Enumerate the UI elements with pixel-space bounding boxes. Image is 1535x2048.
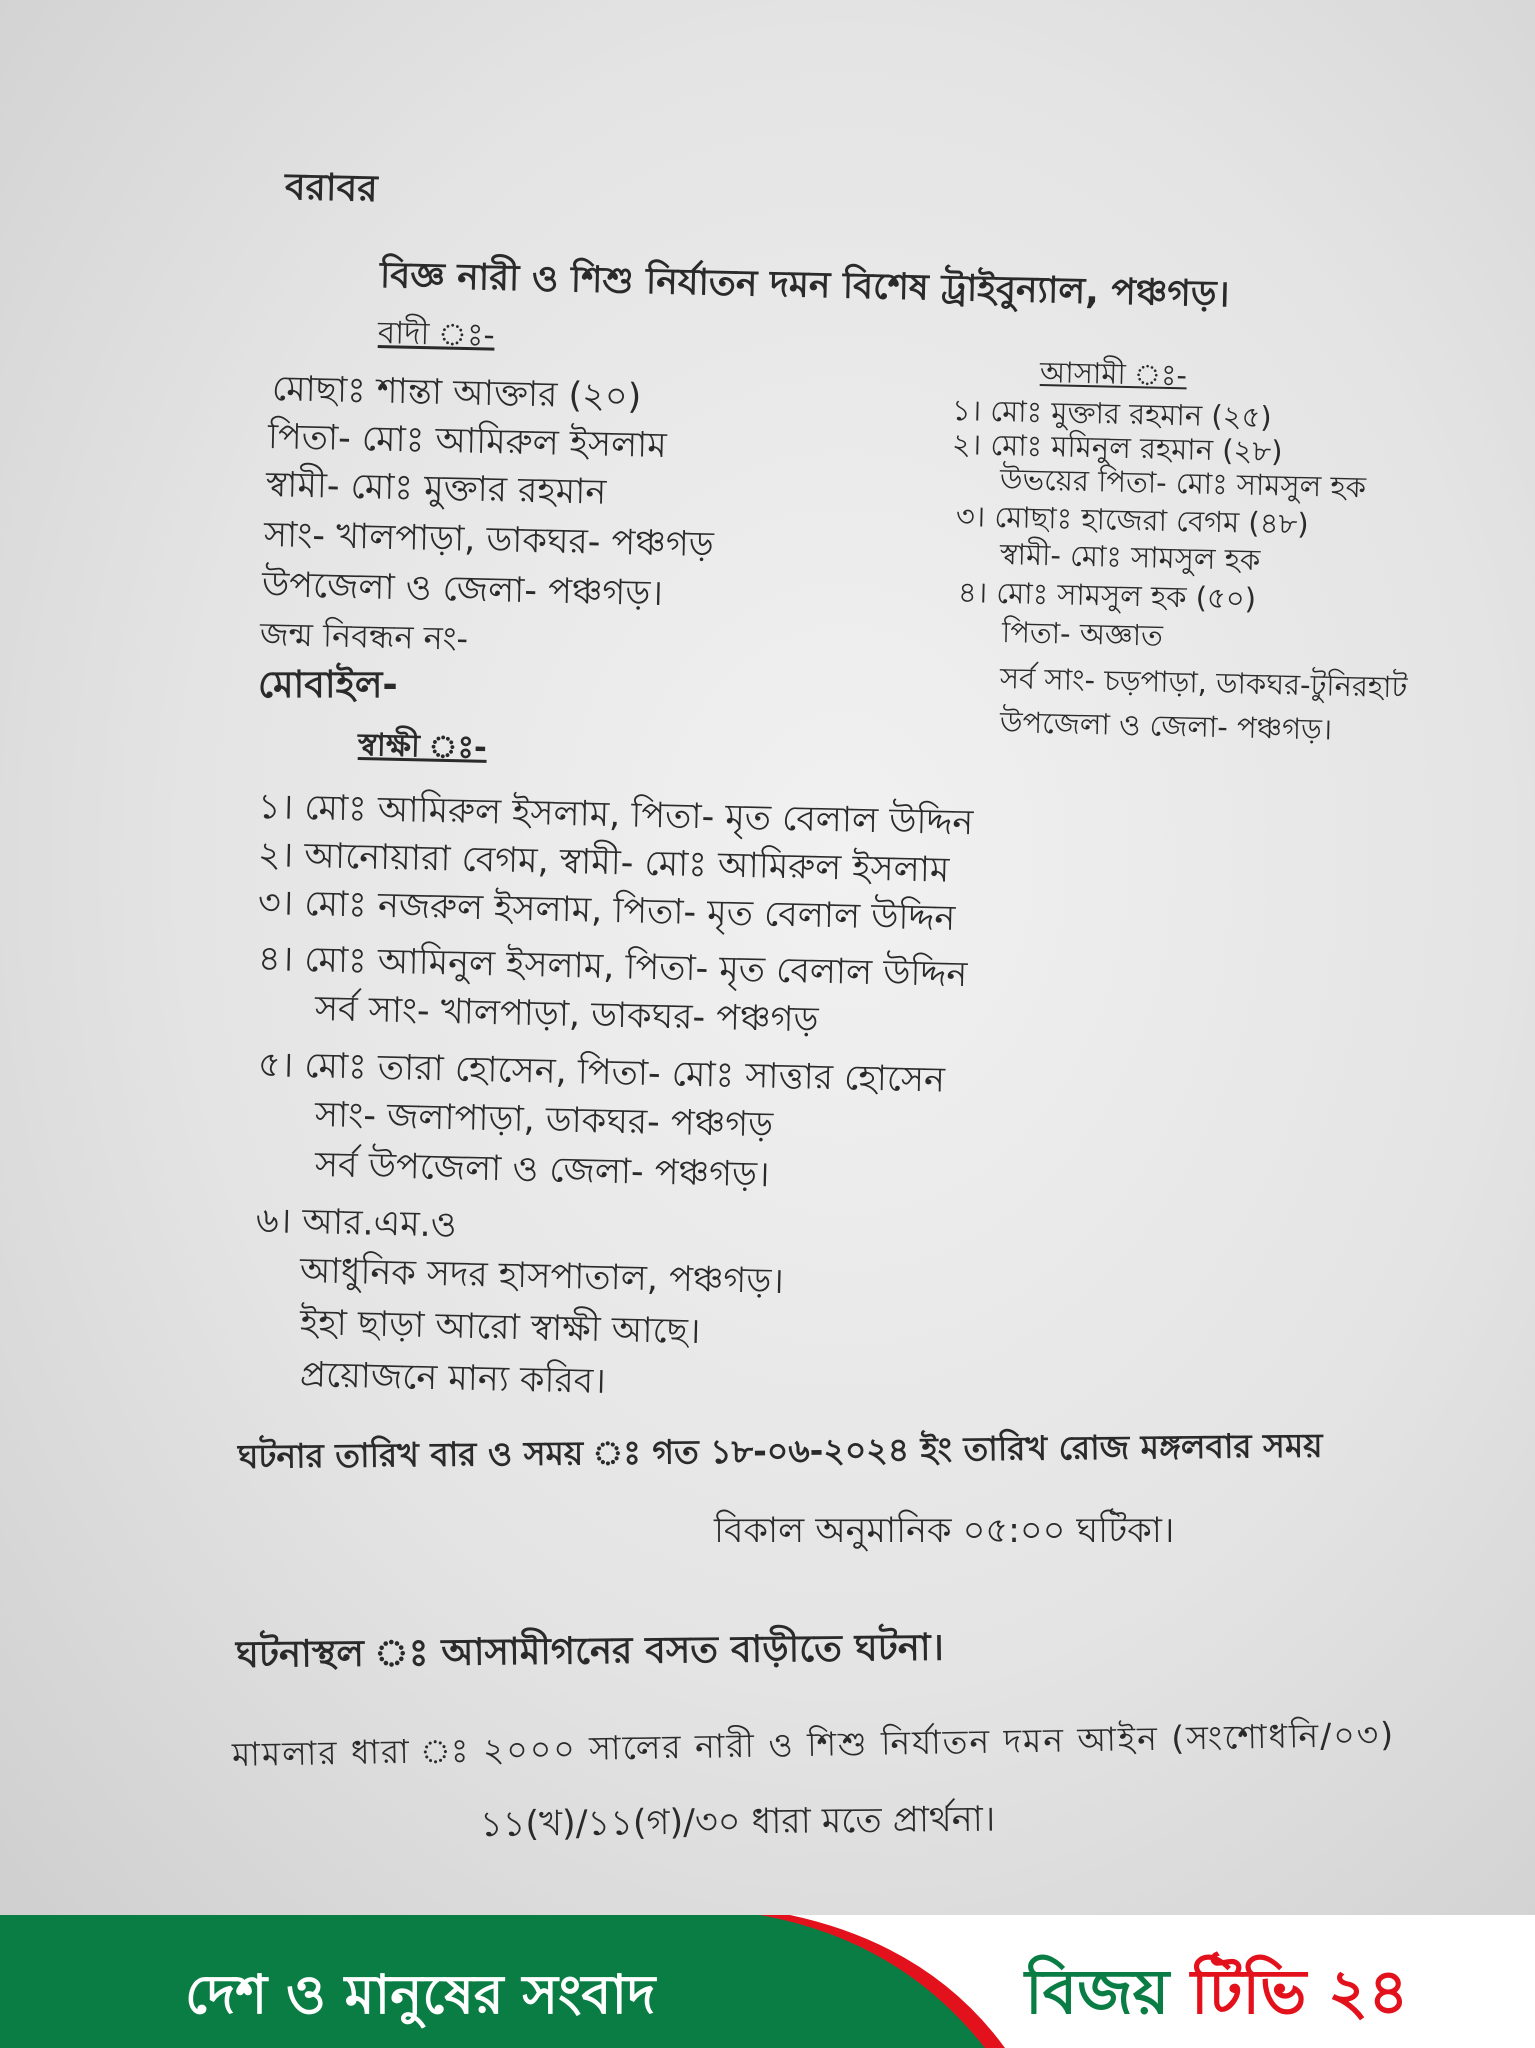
witness-line: ২। আনোয়ারা বেগম, স্বামী- মোঃ আমিরুল ইসলাম [257,835,950,891]
witness-line: ইহা ছাড়া আরো স্বাক্ষী আছে। [299,1303,701,1353]
plaintiff-line: মোবাইল- [258,663,398,706]
bijoy-tv-24-logo [1025,1945,1408,2048]
witness-line: ৪। মোঃ আমিনুল ইসলাম, পিতা- মৃত বেলাল উদ্দিন [257,939,968,996]
witness-line: সাং- জলাপাড়া, ডাকঘর- পঞ্চগড় [314,1095,774,1146]
salutation: বরাবর [284,165,379,211]
case-section-continued: ১১(খ)/১১(গ)/৩০ ধারা মতে প্রার্থনা। [479,1799,996,1845]
plaintiff-line: জন্ম নিবন্ধন নং- [259,615,469,658]
plaintiff-line: স্বামী- মোঃ মুক্তার রহমান [265,465,607,513]
witness-line: সর্ব উপজেলা ও জেলা- পঞ্চগড়। [314,1145,771,1196]
plaintiff-line: মোছাঃ শান্তা আক্তার (২০) [271,369,642,418]
plaintiff-heading: বাদী ঃ- [377,315,496,354]
logo-part-bijoy: বিজয় [1025,1955,1170,2028]
incident-time: বিকাল অনুমানিক ০৫:০০ ঘটিকা। [714,1511,1175,1551]
accused-heading: আসামী ঃ- [1039,355,1188,393]
incident-date: ঘটনার তারিখ বার ও সময় ঃ গত ১৮-০৬-২০২৪ ইং তারিখ রোজ মঙ্গলবার সময় [237,1425,1323,1476]
plaintiff-line: উপজেলা ও জেলা- পঞ্চগড়। [261,565,664,615]
accused-line: উভয়ের পিতা- মোঃ সামসুল হক [999,462,1367,505]
case-section: মামলার ধারা ঃ ২০০০ সালের নারী ও শিশু নির্যাতন দমন আইন (সংশোধনি/০৩) [231,1714,1396,1774]
accused-line: ৩। মোছাঃ হাজেরা বেগম (৪৮) [955,499,1310,541]
logo-part-24: ২৪ [1327,1955,1409,2028]
accused-line: সর্ব সাং- চড়পাড়া, ডাকঘর-টুনিরহাট [999,661,1408,705]
news-banner [0,1915,1535,2048]
witness-line: ৫। মোঃ তারা হোসেন, পিতা- মোঃ সাত্তার হোসেন [257,1045,946,1101]
plaintiff-line: সাং- খালপাড়া, ডাকঘর- পঞ্চগড় [263,515,715,566]
accused-line: ১। মোঃ মুক্তার রহমান (২৫) [951,393,1273,435]
witness-line: আধুনিক সদর হাসপাতাল, পঞ্চগড়। [299,1251,785,1302]
witness-line: ৩। মোঃ নজরুল ইসলাম, পিতা- মৃত বেলাল উদ্দিন [257,883,956,939]
witness-line: ৬। আর.এম.ও [255,1201,457,1246]
accused-line: ২। মোঃ মমিনুল রহমান (২৮) [951,427,1283,469]
court-name: বিজ্ঞ নারী ও শিশু নির্যাতন দমন বিশেষ ট্রাইবুন্যাল, পঞ্চগড়। [379,255,1230,316]
plaintiff-line: পিতা- মোঃ আমিরুল ইসলাম [267,417,668,467]
accused-line: উপজেলা ও জেলা- পঞ্চগড়। [999,705,1333,747]
logo-part-tv: টিভি [1190,1955,1307,2028]
witness-line: সর্ব সাং- খালপাড়া, ডাকঘর- পঞ্চগড় [314,989,819,1041]
witness-heading: স্বাক্ষী ঃ- [357,727,488,766]
witness-line: প্রয়োজনে মান্য করিব। [299,1355,607,1402]
accused-line: ৪। মোঃ সামসুল হক (৫০) [957,575,1257,616]
banner-tagline: দেশ ও মানুষের সংবাদ [185,1963,656,2026]
accused-line: পিতা- অজ্ঞাত [1001,615,1164,653]
incident-place: ঘটনাস্থল ঃ আসামীগনের বসত বাড়ীতে ঘটনা। [235,1625,945,1676]
witness-line: ১। মোঃ আমিরুল ইসলাম, পিতা- মৃত বেলাল উদ্দিন [257,787,974,844]
accused-line: স্বামী- মোঃ সামসুল হক [999,537,1261,577]
